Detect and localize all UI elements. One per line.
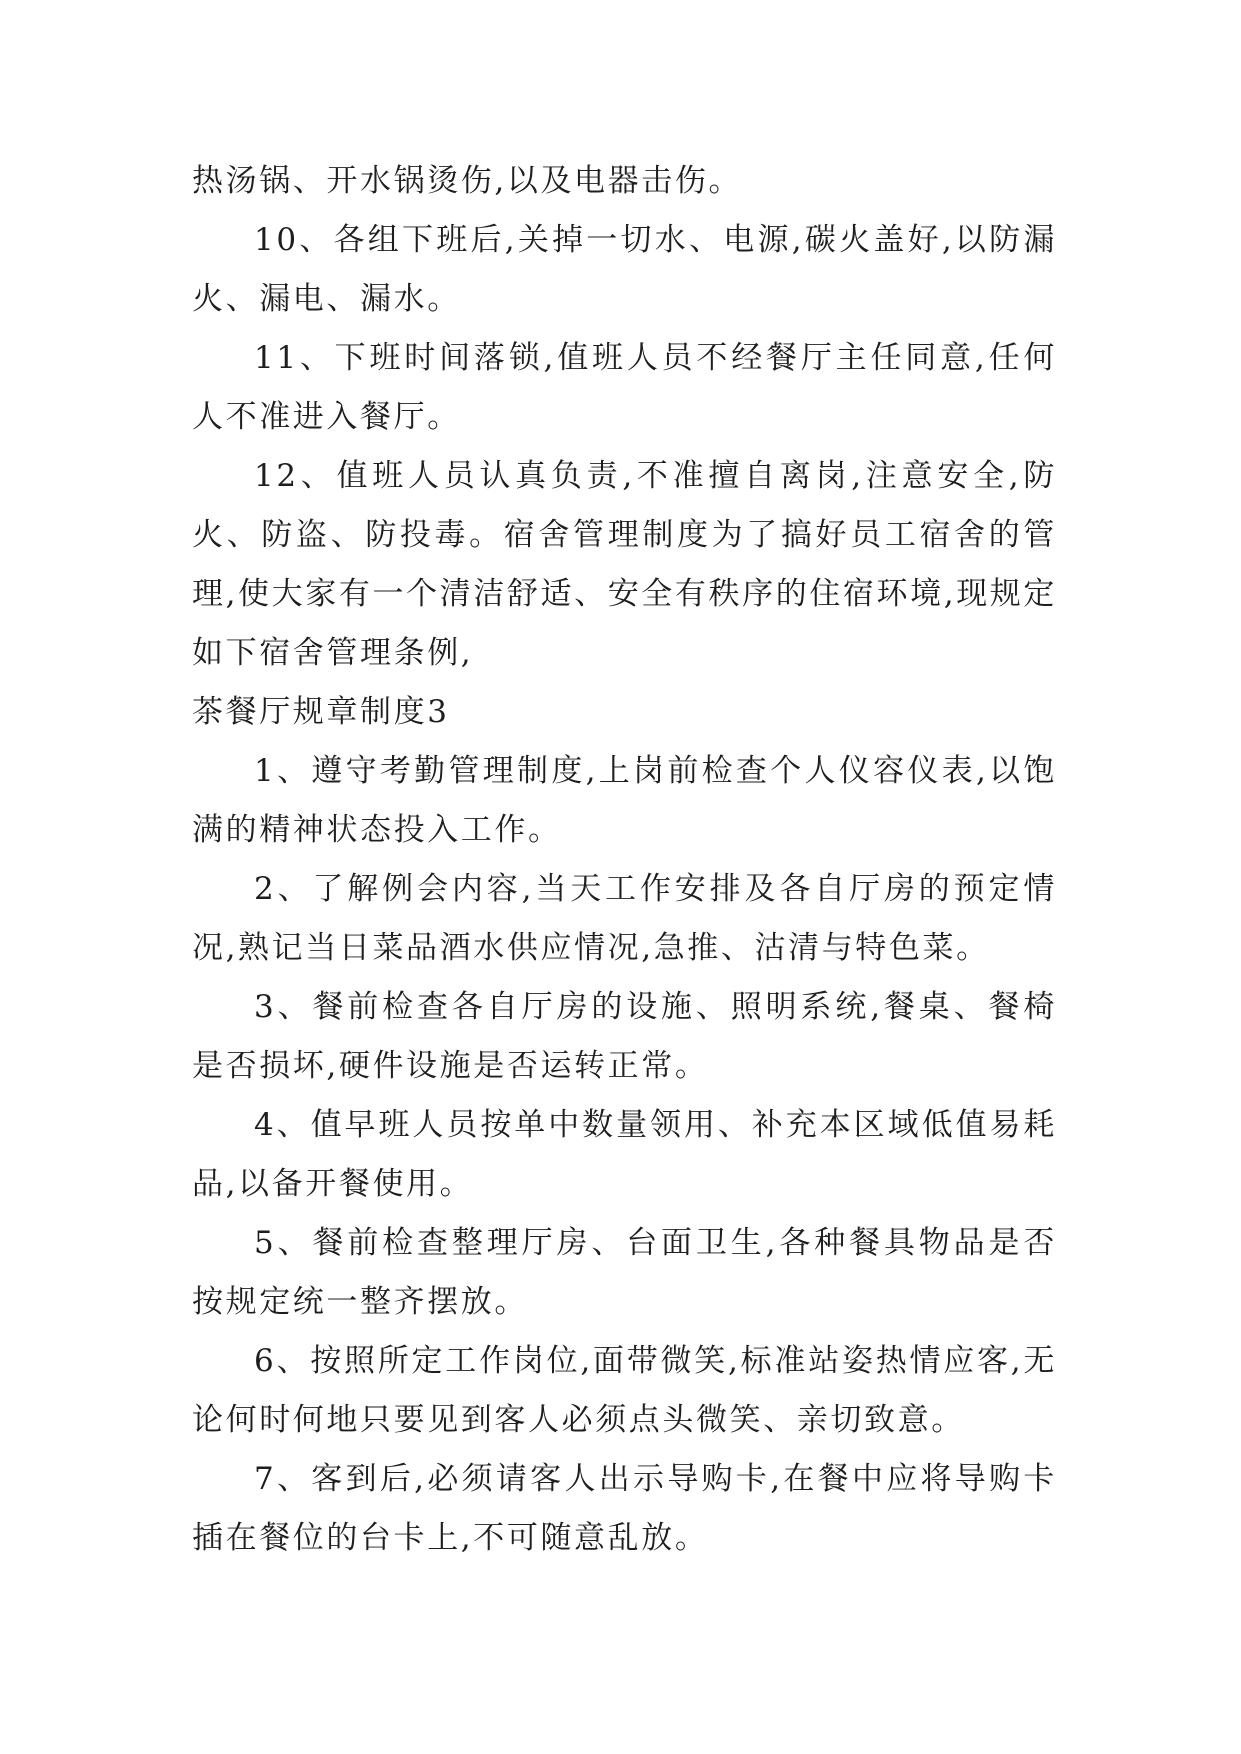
document-body xyxy=(192,152,1057,1568)
rule-item: 1、遵守考勤管理制度,上岗前检查个人仪容仪表,以饱满的精神状态投入工作。 xyxy=(192,753,1057,848)
paragraph: 热汤锅、开水锅烫伤,以及电器击伤。 xyxy=(192,163,743,199)
paragraph: 12、值班人员认真负责,不准擅自离岗,注意安全,防火、防盗、防投毒。宿舍管理制度为了搞好员工宿舍的管理,使大家有一个清洁舒适、安全有秩序的住宿环境,现规定如下宿舍管理条例, xyxy=(192,458,1057,671)
rule-item: 6、按照所定工作岗位,面带微笑,标准站姿热情应客,无论何时何地只要见到客人必须点头微笑、亲切致意。 xyxy=(192,1343,1057,1438)
rule-item: 3、餐前检查各自厅房的设施、照明系统,餐桌、餐椅是否损坏,硬件设施是否运转正常。 xyxy=(192,989,1057,1084)
rule-item: 4、值早班人员按单中数量领用、补充本区域低值易耗品,以备开餐使用。 xyxy=(192,1107,1057,1202)
rule-item: 7、客到后,必须请客人出示导购卡,在餐中应将导购卡插在餐位的台卡上,不可随意乱放。 xyxy=(192,1461,1057,1556)
section-title: 茶餐厅规章制度3 xyxy=(192,694,450,730)
rule-item: 2、了解例会内容,当天工作安排及各自厅房的预定情况,熟记当日菜品酒水供应情况,急推、沽清与特色菜。 xyxy=(192,871,1057,966)
rule-item: 5、餐前检查整理厅房、台面卫生,各种餐具物品是否按规定统一整齐摆放。 xyxy=(192,1225,1057,1320)
paragraph: 11、下班时间落锁,值班人员不经餐厅主任同意,任何人不准进入餐厅。 xyxy=(192,340,1057,435)
paragraph: 10、各组下班后,关掉一切水、电源,碳火盖好,以防漏火、漏电、漏水。 xyxy=(192,222,1057,317)
